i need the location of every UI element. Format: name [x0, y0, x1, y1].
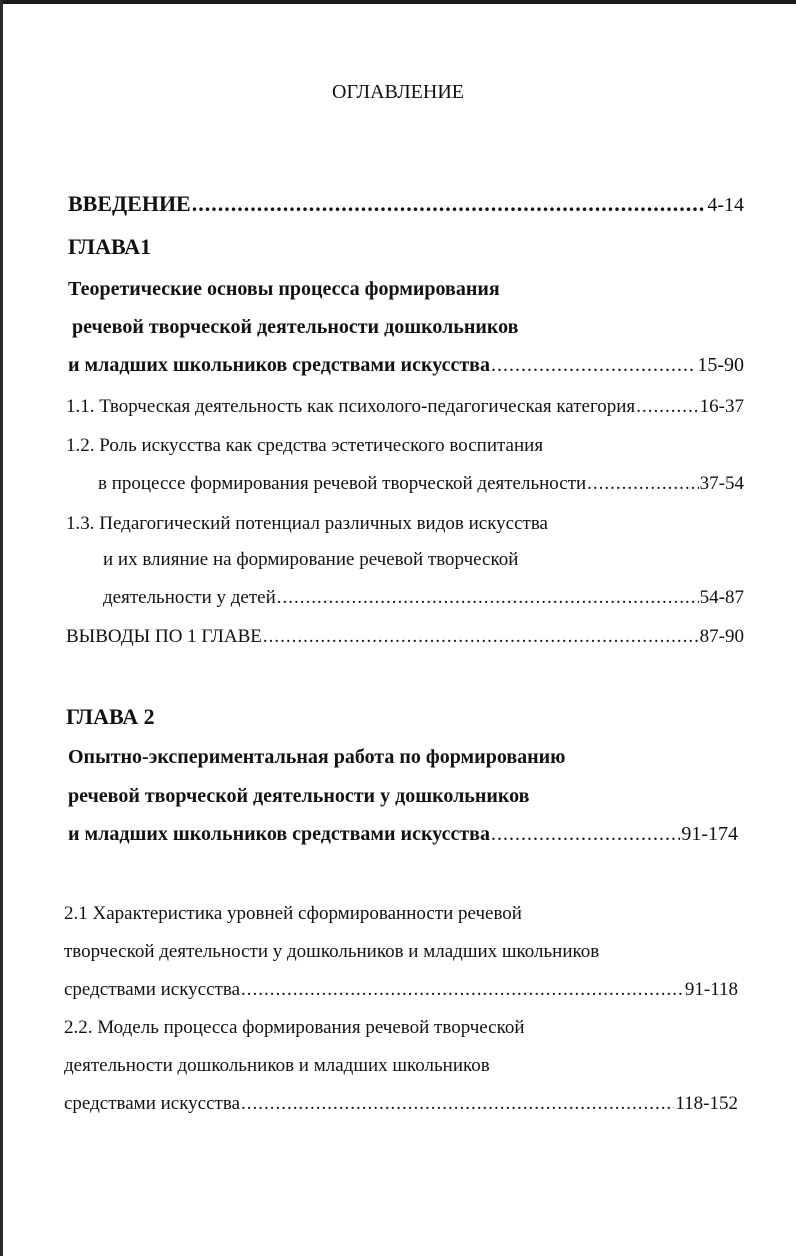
- chapter1-label[interactable]: ГЛАВА1: [68, 234, 152, 259]
- toc-entry-conclusions-1[interactable]: [66, 627, 744, 646]
- dot-leader: [277, 588, 699, 607]
- entry-pages: 118-152: [675, 1093, 738, 1114]
- entry-pages: 91-118: [684, 979, 738, 1000]
- toc-entry-2-2[interactable]: [64, 1094, 738, 1113]
- entry-pages: 15-90: [697, 354, 744, 376]
- toc-entry-1-3[interactable]: [103, 588, 744, 607]
- entry-label: и младших школьников средствами искусства: [68, 823, 490, 845]
- dot-leader: [491, 824, 680, 844]
- entry-label: ВЫВОДЫ ПО 1 ГЛАВЕ: [66, 626, 262, 647]
- entry-label: деятельности у детей: [103, 587, 276, 608]
- toc-entry-2-2-line2: деятельности дошкольников и младших школьников: [64, 1055, 490, 1076]
- entry-pages: 54-87: [699, 587, 744, 608]
- entry-label: и младших школьников средствами искусства: [68, 354, 490, 376]
- toc-heading: ОГЛАВЛЕНИЕ: [332, 81, 464, 103]
- entry-pages: 91-174: [681, 823, 738, 845]
- dot-leader: [587, 474, 699, 493]
- dot-leader: [192, 193, 707, 215]
- dot-leader: [241, 980, 684, 999]
- chapter1-title-line1: Теоретические основы процесса формирования: [68, 278, 500, 300]
- chapter1-title-line2: речевой творческой деятельности дошкольников: [72, 316, 519, 338]
- dot-leader: [491, 355, 696, 375]
- toc-entry-2-1-line2: творческой деятельности у дошкольников и младших школьников: [64, 941, 600, 962]
- entry-label: ВВЕДЕНИЕ: [68, 191, 191, 216]
- entry-pages: 4-14: [707, 194, 744, 216]
- chapter2-label[interactable]: ГЛАВА 2: [66, 704, 155, 729]
- entry-pages: 16-37: [699, 396, 744, 417]
- dot-leader: [241, 1094, 674, 1113]
- entry-pages: 37-54: [699, 473, 744, 494]
- entry-pages: 87-90: [699, 626, 744, 647]
- toc-entry-1-3-line2: и их влияние на формирование речевой творческой: [103, 549, 519, 570]
- toc-entry-1-3-line1[interactable]: 1.3. Педагогический потенциал различных видов искусства: [66, 513, 548, 534]
- entry-label: в процессе формирования речевой творческой деятельности: [98, 473, 587, 494]
- toc-entry-intro[interactable]: [68, 193, 744, 215]
- entry-label: 1.1. Творческая деятельность как психолого-педагогическая категория: [66, 396, 636, 417]
- chapter1-title-entry[interactable]: [68, 355, 744, 375]
- chapter2-title-line2: речевой творческой деятельности у дошкольников: [68, 785, 530, 807]
- chapter2-title-line1: Опытно-экспериментальная работа по формированию: [68, 746, 566, 768]
- toc-entry-1-2-line1[interactable]: 1.2. Роль искусства как средства эстетического воспитания: [66, 435, 544, 456]
- dot-leader: [263, 627, 699, 646]
- dot-leader: [636, 397, 698, 416]
- scan-border-top: [0, 0, 796, 4]
- toc-entry-1-1[interactable]: [66, 397, 744, 416]
- toc-entry-2-2-line1[interactable]: 2.2. Модель процесса формирования речевой творческой: [64, 1017, 525, 1038]
- chapter2-title-entry[interactable]: [68, 824, 738, 844]
- entry-label: средствами искусства: [64, 1093, 241, 1114]
- toc-entry-2-1[interactable]: [64, 980, 738, 999]
- toc-entry-2-1-line1[interactable]: 2.1 Характеристика уровней сформированности речевой: [64, 903, 522, 924]
- toc-entry-1-2[interactable]: [98, 474, 744, 493]
- scan-border-left: [0, 0, 3, 1256]
- entry-label: средствами искусства: [64, 979, 241, 1000]
